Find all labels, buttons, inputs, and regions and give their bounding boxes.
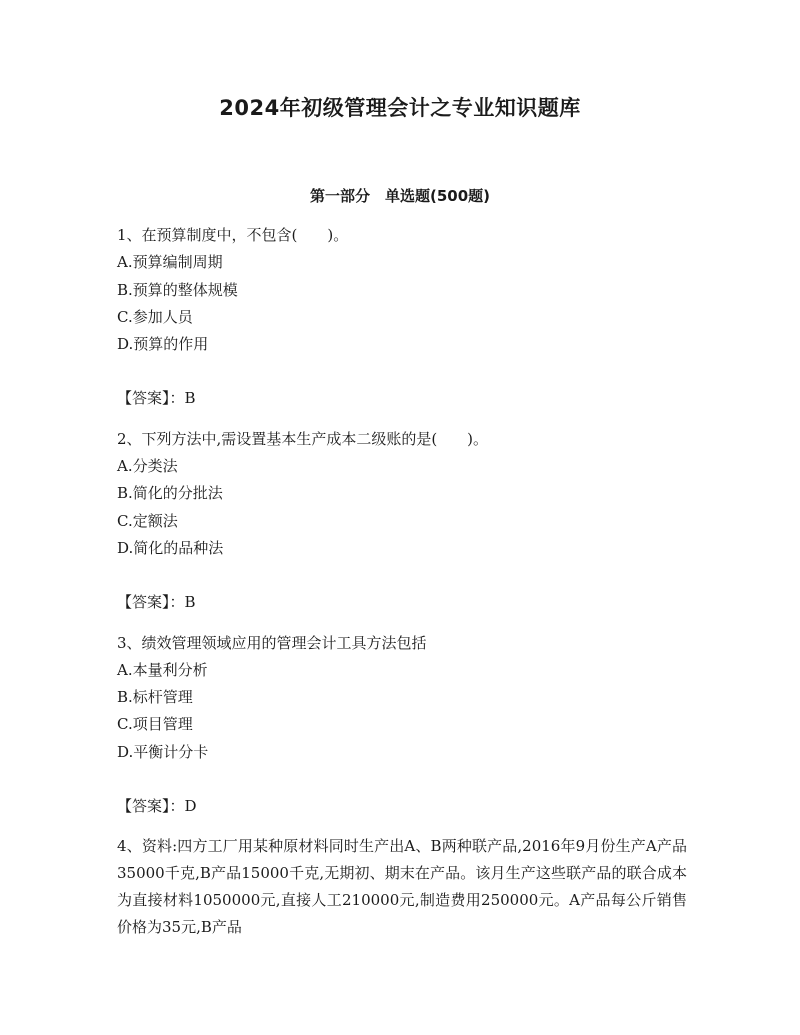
option-b: B.简化的分批法 [117, 484, 223, 503]
question-3 [117, 630, 687, 821]
answer-line: 【答案】：B [117, 389, 196, 408]
section-heading: 第一部分 单选题(500题) [309, 187, 491, 205]
option-a: A.本量利分析 [117, 660, 208, 679]
question-stem: 3、绩效管理领域应用的管理会计工具方法包括 [117, 633, 427, 652]
option-b: B.标杆管理 [117, 688, 193, 707]
option-c: C.定额法 [117, 511, 178, 530]
document-title: 2024年初级管理会计之专业知识题库 [219, 96, 581, 120]
answer-line: 【答案】：D [117, 797, 197, 816]
question-stem: 1、在预算制度中，不包含( )。 [117, 226, 349, 244]
option-d: D.平衡计分卡 [117, 742, 209, 761]
question-2 [117, 426, 687, 617]
option-c: C.参加人员 [117, 307, 193, 326]
answer-line: 【答案】：B [117, 593, 196, 612]
question-stem: 2、下列方法中,需设置基本生产成本二级账的是( )。 [117, 429, 489, 448]
question-list [117, 222, 687, 941]
option-a: A.分类法 [117, 457, 178, 476]
option-d: D.简化的品种法 [117, 538, 224, 557]
question-stem: 4、资料:四方工厂用某种原材料同时生产出A、B两种联产品,2016年9月份生产A产品35000千克,B产品15000千克,无期初、期末在产品。该月生产这些联产品的联合成本为直接材料1050000元,直接人工210000元,制造费用250000元。A产品每公斤销售价格为35元,B产品 [117, 837, 687, 937]
question-1 [117, 222, 687, 413]
question-4 [117, 833, 687, 941]
option-c: C.项目管理 [117, 715, 193, 734]
option-a: A.预算编制周期 [117, 253, 223, 272]
option-d: D.预算的作用 [117, 335, 209, 354]
option-b: B.预算的整体规模 [117, 280, 238, 299]
